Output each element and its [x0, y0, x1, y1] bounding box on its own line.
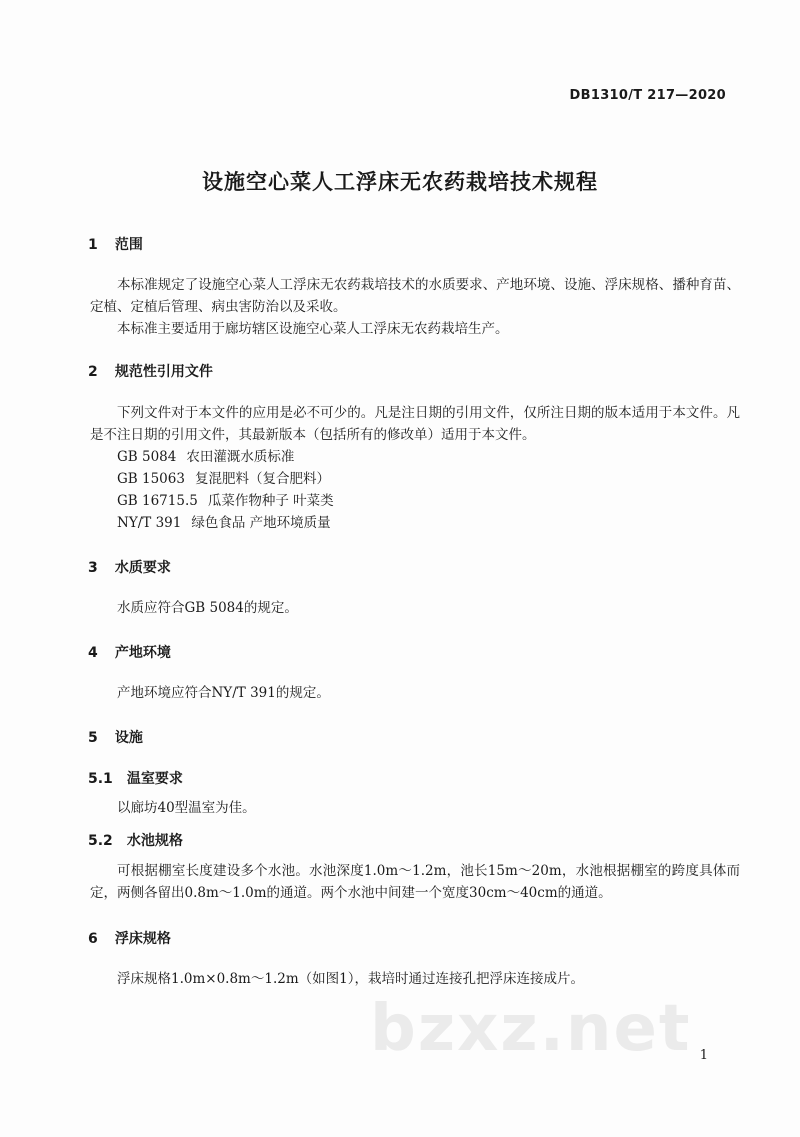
- section-1-paragraph-2: 本标准主要适用于廊坊辖区设施空心菜人工浮床无农药栽培生产。: [117, 321, 509, 337]
- section-title: 水池规格: [126, 833, 183, 849]
- reference-item: [117, 446, 294, 468]
- page-number: 1: [699, 1048, 708, 1063]
- section-title: 设施: [114, 730, 143, 746]
- section-6-paragraph-1: 浮床规格1.0m×0.8m～1.2m（如图1），栽培时通过连接孔把浮床连接成片。: [117, 971, 584, 987]
- section-4-paragraph-1: 产地环境应符合NY/T 391的规定。: [117, 685, 330, 701]
- reference-item: [117, 490, 334, 512]
- reference-item: [117, 468, 330, 490]
- section-number: 5: [88, 730, 98, 746]
- section-5-heading: [88, 727, 143, 747]
- section-number: 6: [88, 931, 98, 947]
- section-5-1-heading: [88, 768, 183, 788]
- reference-name: 农田灌溉水质标准: [186, 449, 295, 465]
- section-title: 产地环境: [114, 645, 171, 661]
- section-5-2-paragraph-1: 可根据棚室长度建设多个水池。水池深度1.0m～1.2m，池长15m～20m，水池根据棚室的跨度具体而定，两侧各留出0.8m～1.0m的通道。两个水池中间建一个宽度30cm～40cm的通道。: [90, 863, 740, 901]
- reference-code: GB 5084: [117, 449, 177, 465]
- watermark: bzxz.net: [370, 992, 692, 1066]
- section-3-heading: [88, 557, 171, 577]
- section-number: 5.1: [88, 771, 113, 787]
- reference-name: 瓜菜作物种子 叶菜类: [207, 493, 334, 509]
- reference-code: GB 16715.5: [117, 493, 198, 509]
- section-5-2-heading: [88, 830, 183, 850]
- section-title: 范围: [114, 237, 143, 253]
- reference-item: [117, 512, 331, 534]
- section-1-heading: [88, 234, 143, 254]
- section-number: 4: [88, 645, 98, 661]
- section-number: 5.2: [88, 833, 113, 849]
- reference-name: 绿色食品 产地环境质量: [191, 515, 331, 531]
- section-2-paragraph-1: 下列文件对于本文件的应用是必不可少的。凡是注日期的引用文件，仅所注日期的版本适用于本文件。凡是不注日期的引用文件，其最新版本（包括所有的修改单）适用于本文件。: [90, 405, 740, 443]
- section-title: 水质要求: [114, 560, 171, 576]
- section-title: 规范性引用文件: [114, 364, 213, 380]
- section-5-1-paragraph-1: 以廊坊40型温室为佳。: [117, 800, 256, 816]
- section-6-heading: [88, 928, 171, 948]
- section-4-heading: [88, 642, 171, 662]
- reference-code: NY/T 391: [117, 515, 182, 531]
- section-3-paragraph-1: 水质应符合GB 5084的规定。: [117, 600, 298, 616]
- reference-code: GB 15063: [117, 471, 185, 487]
- section-1-paragraph-1: 本标准规定了设施空心菜人工浮床无农药栽培技术的水质要求、产地环境、设施、浮床规格、播种育苗、定植、定植后管理、病虫害防治以及采收。: [90, 277, 740, 315]
- section-number: 2: [88, 364, 98, 380]
- document-title: 设施空心菜人工浮床无农药栽培技术规程: [202, 170, 598, 194]
- reference-name: 复混肥料（复合肥料）: [194, 471, 330, 487]
- section-title: 浮床规格: [114, 931, 171, 947]
- section-number: 3: [88, 560, 98, 576]
- standard-code: DB1310/T 217—2020: [569, 88, 726, 103]
- section-title: 温室要求: [126, 771, 183, 787]
- section-number: 1: [88, 237, 98, 253]
- section-2-heading: [88, 361, 213, 381]
